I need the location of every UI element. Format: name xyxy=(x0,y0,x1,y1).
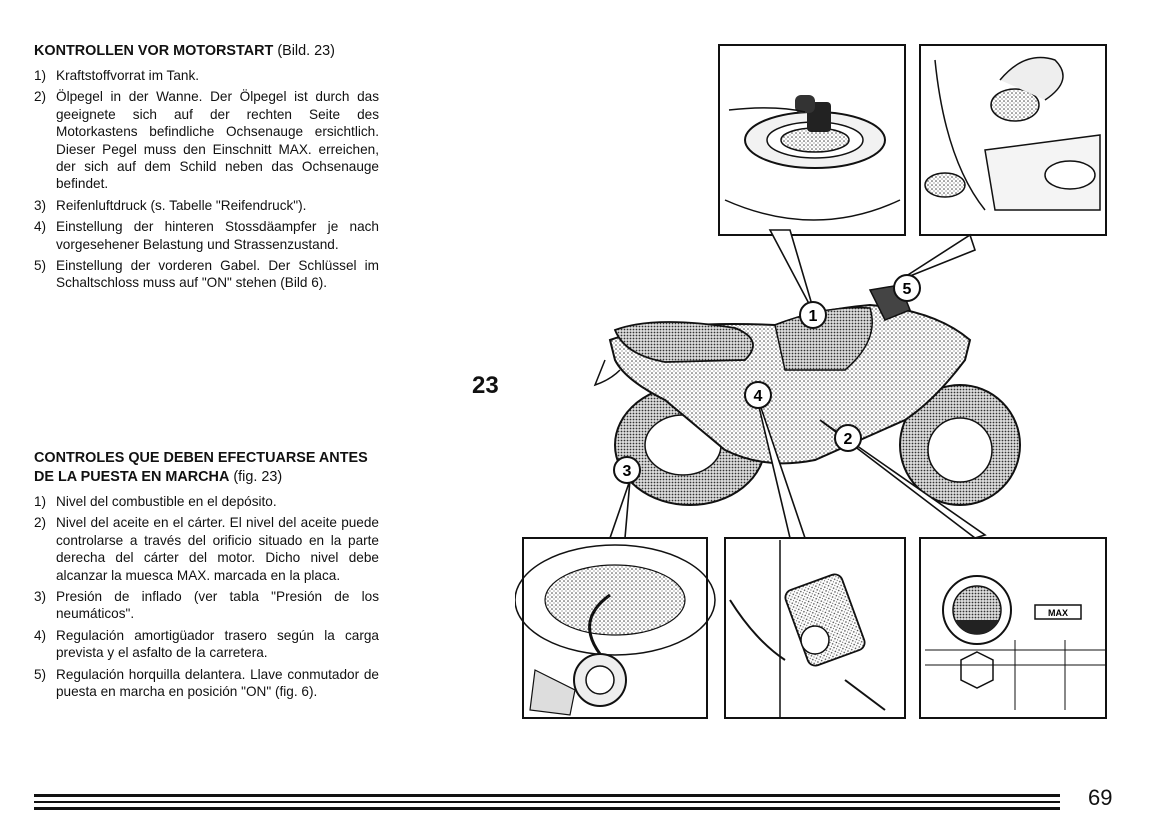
german-heading xyxy=(34,42,379,61)
german-heading-ref: (Bild. 23) xyxy=(277,43,335,59)
spanish-list xyxy=(34,493,379,700)
list-item: 1) Nivel del combustible en el depósito. xyxy=(34,494,277,509)
callout-1: 1 xyxy=(808,308,818,325)
list-item: 1) Kraftstoffvorrat im Tank. xyxy=(34,68,200,83)
motorcycle-illustration xyxy=(515,40,1115,730)
list-item: 5) Einstellung der vorderen Gabel. Der Schlüssel im Schaltschloss muss auf "ON" stehen (Bild 6). xyxy=(34,258,379,291)
list-item: 4) Einstellung der hinteren Stossdäampfer je nach vorgesehener Belastung und Strassenzustand. xyxy=(34,219,379,252)
list-item: 2) Ölpegel in der Wanne. Der Ölpegel ist durch das geeignete sich auf der rechten Seite des Motorkastens befindliche Ochsenauge ersichtlich. Dieser Pegel muss den Einschnitt MAX. erreichen, der sich auf dem Schild neben das Ochsenauge befindet. xyxy=(34,89,379,192)
inset-fuel-cap xyxy=(719,45,905,235)
callout-5: 5 xyxy=(902,281,912,298)
german-section xyxy=(34,42,379,296)
figure-number: 23 xyxy=(472,372,499,399)
list-item: 5) Regulación horquilla delantera. Llave conmutador de puesta en marcha en posición "ON" (fig. 6). xyxy=(34,666,379,700)
spanish-heading xyxy=(34,449,379,487)
list-item: 3) Reifenluftdruck (s. Tabelle "Reifendruck"). xyxy=(34,197,307,213)
spanish-heading-ref: (fig. 23) xyxy=(233,469,283,485)
inset-ignition-key xyxy=(920,45,1106,235)
list-item: 3) Presión de inflado (ver tabla "Presión de los neumáticos". xyxy=(34,589,379,622)
list-item: 2) Nivel del aceite en el cárter. El nivel del aceite puede controlarse a través del orificio situado en la parte derecha del cárter del motor. Dicho nivel debe alcanzar la muesca MAX. marcada en la placa. xyxy=(34,515,379,583)
callout-2: 2 xyxy=(843,431,853,448)
list-item: 4) Regulación amortigüador trasero según la carga prevista y el asfalto de la carretera. xyxy=(34,627,379,661)
german-list xyxy=(34,67,379,292)
inset-oil-sight-glass xyxy=(920,538,1106,718)
german-heading-title: KONTROLLEN VOR MOTORSTART xyxy=(34,43,274,59)
footer-rule xyxy=(34,794,1060,810)
spanish-heading-title: CONTROLES QUE DEBEN EFECTUARSE ANTES DE LA PUESTA EN MARCHA xyxy=(34,450,368,485)
inset-tire-gauge xyxy=(515,538,715,718)
callout-3: 3 xyxy=(622,463,632,480)
callout-4: 4 xyxy=(753,388,763,405)
spanish-section xyxy=(34,449,379,704)
page-number: 69 xyxy=(1088,785,1113,810)
inset-rear-shock xyxy=(725,538,905,718)
max-label: MAX xyxy=(1048,608,1068,618)
